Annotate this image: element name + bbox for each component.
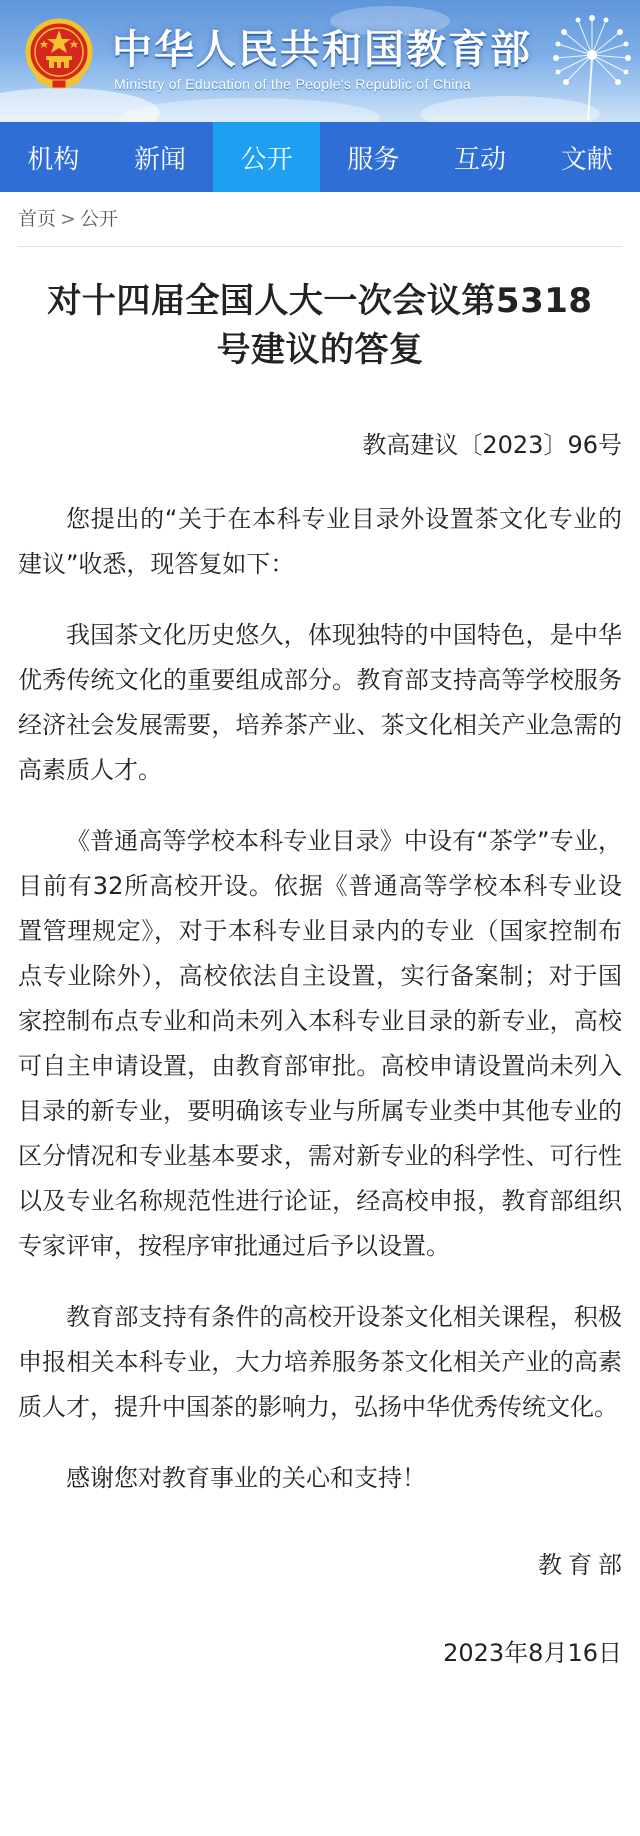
nav-item-news[interactable]: 新闻 bbox=[134, 144, 187, 175]
document-date: 2023年8月16日 bbox=[443, 1639, 622, 1667]
site-banner[interactable] bbox=[0, 0, 640, 122]
article-paragraph-4: 教育部支持有条件的高校开设茶文化相关课程，积极申报相关本科专业，大力培养服务茶文化相关产业的高素质人才，提升中国茶的影响力，弘扬中华优秀传统文化。 bbox=[18, 1303, 622, 1421]
dandelion-decoration-icon bbox=[542, 10, 632, 120]
breadcrumb-current-link[interactable]: 公开 bbox=[79, 208, 118, 230]
site-subtitle: Ministry of Education of the People's Republic of China bbox=[114, 76, 471, 92]
breadcrumb bbox=[18, 192, 622, 247]
breadcrumb-separator: > bbox=[60, 208, 76, 230]
nav-item-institutions[interactable]: 机构 bbox=[27, 144, 80, 175]
article-title bbox=[18, 277, 622, 375]
nav-item-documents[interactable]: 文献 bbox=[560, 144, 613, 175]
nav-item-services[interactable]: 服务 bbox=[347, 144, 400, 175]
main-nav bbox=[0, 122, 640, 192]
national-emblem-icon bbox=[24, 18, 94, 92]
article bbox=[0, 277, 640, 1671]
signature: 教育部 bbox=[538, 1551, 628, 1579]
article-title-line2: 号建议的答复 bbox=[216, 330, 424, 370]
document-number: 教高建议〔2023〕96号 bbox=[362, 431, 622, 459]
breadcrumb-home-link[interactable]: 首页 bbox=[18, 208, 57, 230]
article-title-line1: 对十四届全国人大一次会议第5318 bbox=[47, 281, 593, 321]
article-paragraph-2: 我国茶文化历史悠久，体现独特的中国特色，是中华优秀传统文化的重要组成部分。教育部支持高等学校服务经济社会发展需要，培养茶产业、茶文化相关产业急需的高素质人才。 bbox=[18, 621, 622, 784]
nav-item-interaction[interactable]: 互动 bbox=[454, 144, 507, 175]
site-title: 中华人民共和国教育部 bbox=[112, 27, 532, 73]
nav-item-public[interactable]: 公开 bbox=[213, 122, 320, 192]
article-paragraph-3: 《普通高等学校本科专业目录》中设有“茶学”专业，目前有32所高校开设。依据《普通高等学校本科专业设置管理规定》，对于本科专业目录内的专业（国家控制布点专业除外），高校依法自主设置，实行备案制；对于国家控制布点专业和尚未列入本科专业目录的新专业，高校可自主申请设置，由教育部审批。高校申请设置尚未列入目录的新专业，要明确该专业与所属专业类中其他专业的区分情况和专业基本要求，需对新专业的科学性、可行性以及专业名称规范性进行论证，经高校申报，教育部组织专家评审，按程序审批通过后予以设置。 bbox=[18, 827, 622, 1260]
article-paragraph-1: 您提出的“关于在本科专业目录外设置茶文化专业的建议”收悉，现答复如下： bbox=[18, 505, 622, 578]
article-paragraph-thanks: 感谢您对教育事业的关心和支持！ bbox=[66, 1464, 426, 1492]
